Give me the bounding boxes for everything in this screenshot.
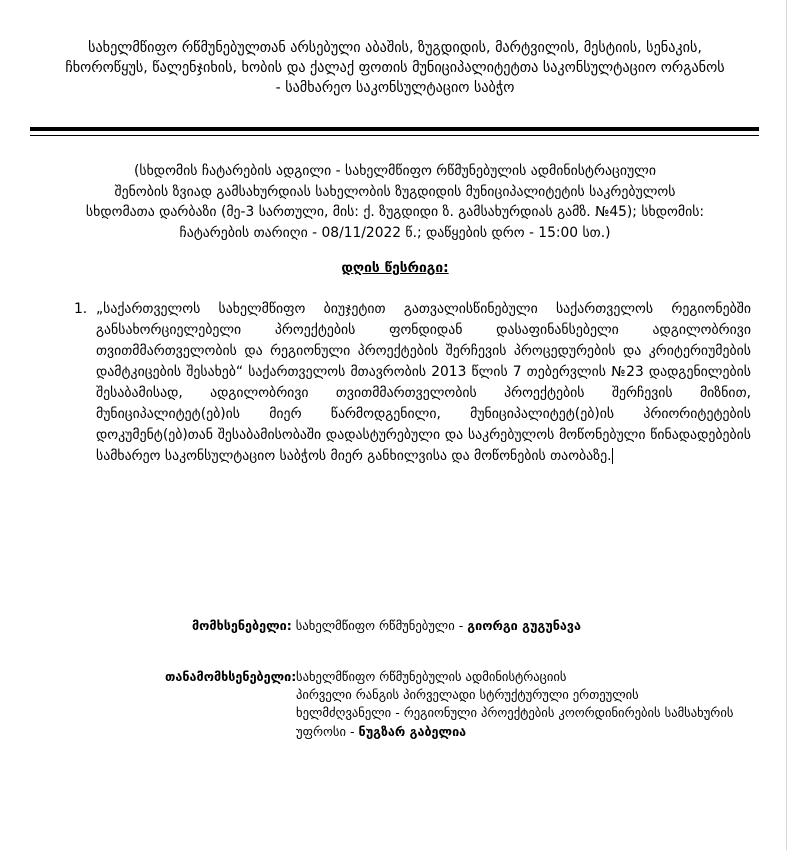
cospeaker-details bbox=[296, 668, 733, 741]
agenda-item-text: „საქართველოს სახელმწიფო ბიუჯეტით გათვალისწინებული საქართველოს რეგიონებში განსახორციელებელი პროექტების ფონდიდან დასაფინანსებელი ადგილობრივი თვითმმართველობის და რეგიონული პროექტების შერჩევის პროცედურების და კრიტერიუმების დამტკიცების შესახებ“ საქართველოს მთავრობის 2013 წლის 7 თებერვლის №23 დადგენილების შესაბამისად, ადგილობრივი თვითმმართველობის პროექტების შერჩევის მიზნით, მუნიციპალიტეტ(ებ)ის მიერ წარმოდგენილი, მუნიციპალიტეტ(ებ)ის პრიორიტეტების დოკუმენტ(ებ)თან შესაბამისობაში დადასტურებული და საკრებულოს მოწონებული წინადადებების სამხარეო საკონსულტაციო საბჭოს მიერ განხილვისა და მოწონების თაობაზე. bbox=[96, 301, 751, 464]
session-line-1: (სხდომის ჩატარების ადგილი - სახელმწიფო რწმუნებულის ადმინისტრაციული bbox=[133, 163, 657, 179]
cospeaker-label: თანამომხსენებელი: bbox=[165, 669, 297, 684]
header-line-3: - სამხარეო საკონსულტაციო საბჭო bbox=[275, 80, 515, 96]
cospeaker-line-2: პირველი რანგის პირველადი სტრუქტურული ერთეულის bbox=[296, 687, 639, 703]
speaker-name: გიორგი გუგუნავა bbox=[467, 618, 581, 633]
header-line-1: სახელმწიფო რწმუნებულთან არსებული აბაშის, ზუგდიდის, მარტვილის, მესტიის, სენაკის, bbox=[88, 40, 702, 56]
session-line-3: სხდომათა დარბაზი (მე-3 სართული, მის: ქ. ზუგდიდი ზ. გამსახურდიას გამზ. №45); სხდომის: bbox=[85, 204, 705, 220]
speaker-role: სახელმწიფო რწმუნებული - bbox=[291, 618, 468, 633]
cospeaker-line-4 bbox=[296, 723, 733, 741]
speaker-line bbox=[192, 617, 581, 635]
agenda-item-number: 1. bbox=[74, 301, 88, 317]
document-header bbox=[30, 38, 760, 98]
header-divider-thin bbox=[30, 135, 759, 136]
header-line-2: ჩხოროწყუს, წალენჯიხის, ხობის და ქალაქ ფოთის მუნიციპალიტეტთა საკონსულტაციო ორგანოს bbox=[65, 60, 725, 76]
agenda-title: დღის წესრიგი: bbox=[341, 260, 449, 276]
agenda-item[interactable] bbox=[96, 299, 751, 467]
session-info bbox=[42, 161, 748, 243]
cospeaker-name: ნუგზარ გაბელია bbox=[358, 723, 467, 739]
cospeaker-line-1: სახელმწიფო რწმუნებულის ადმინისტრაციის bbox=[296, 669, 567, 684]
header-divider-thick bbox=[30, 127, 759, 131]
speaker-label: მომხსენებელი: bbox=[192, 618, 292, 633]
session-line-4: ჩატარების თარიღი - 08/11/2022 წ.; დაწყების დრო - 15:00 სთ.) bbox=[179, 224, 611, 241]
page-edge bbox=[786, 0, 787, 850]
text-cursor bbox=[612, 448, 613, 464]
session-line-2: შენობის ზვიად გამსახურდიას სახელობის ზუგდიდის მუნიციპალიტეტის საკრებულოს bbox=[114, 183, 676, 200]
cospeaker-line-3: ხელმძღვანელი - რეგიონული პროექტების კოორდინირების სამსახურის bbox=[296, 705, 734, 721]
cospeaker-role-prefix: უფროსი - bbox=[296, 723, 359, 739]
